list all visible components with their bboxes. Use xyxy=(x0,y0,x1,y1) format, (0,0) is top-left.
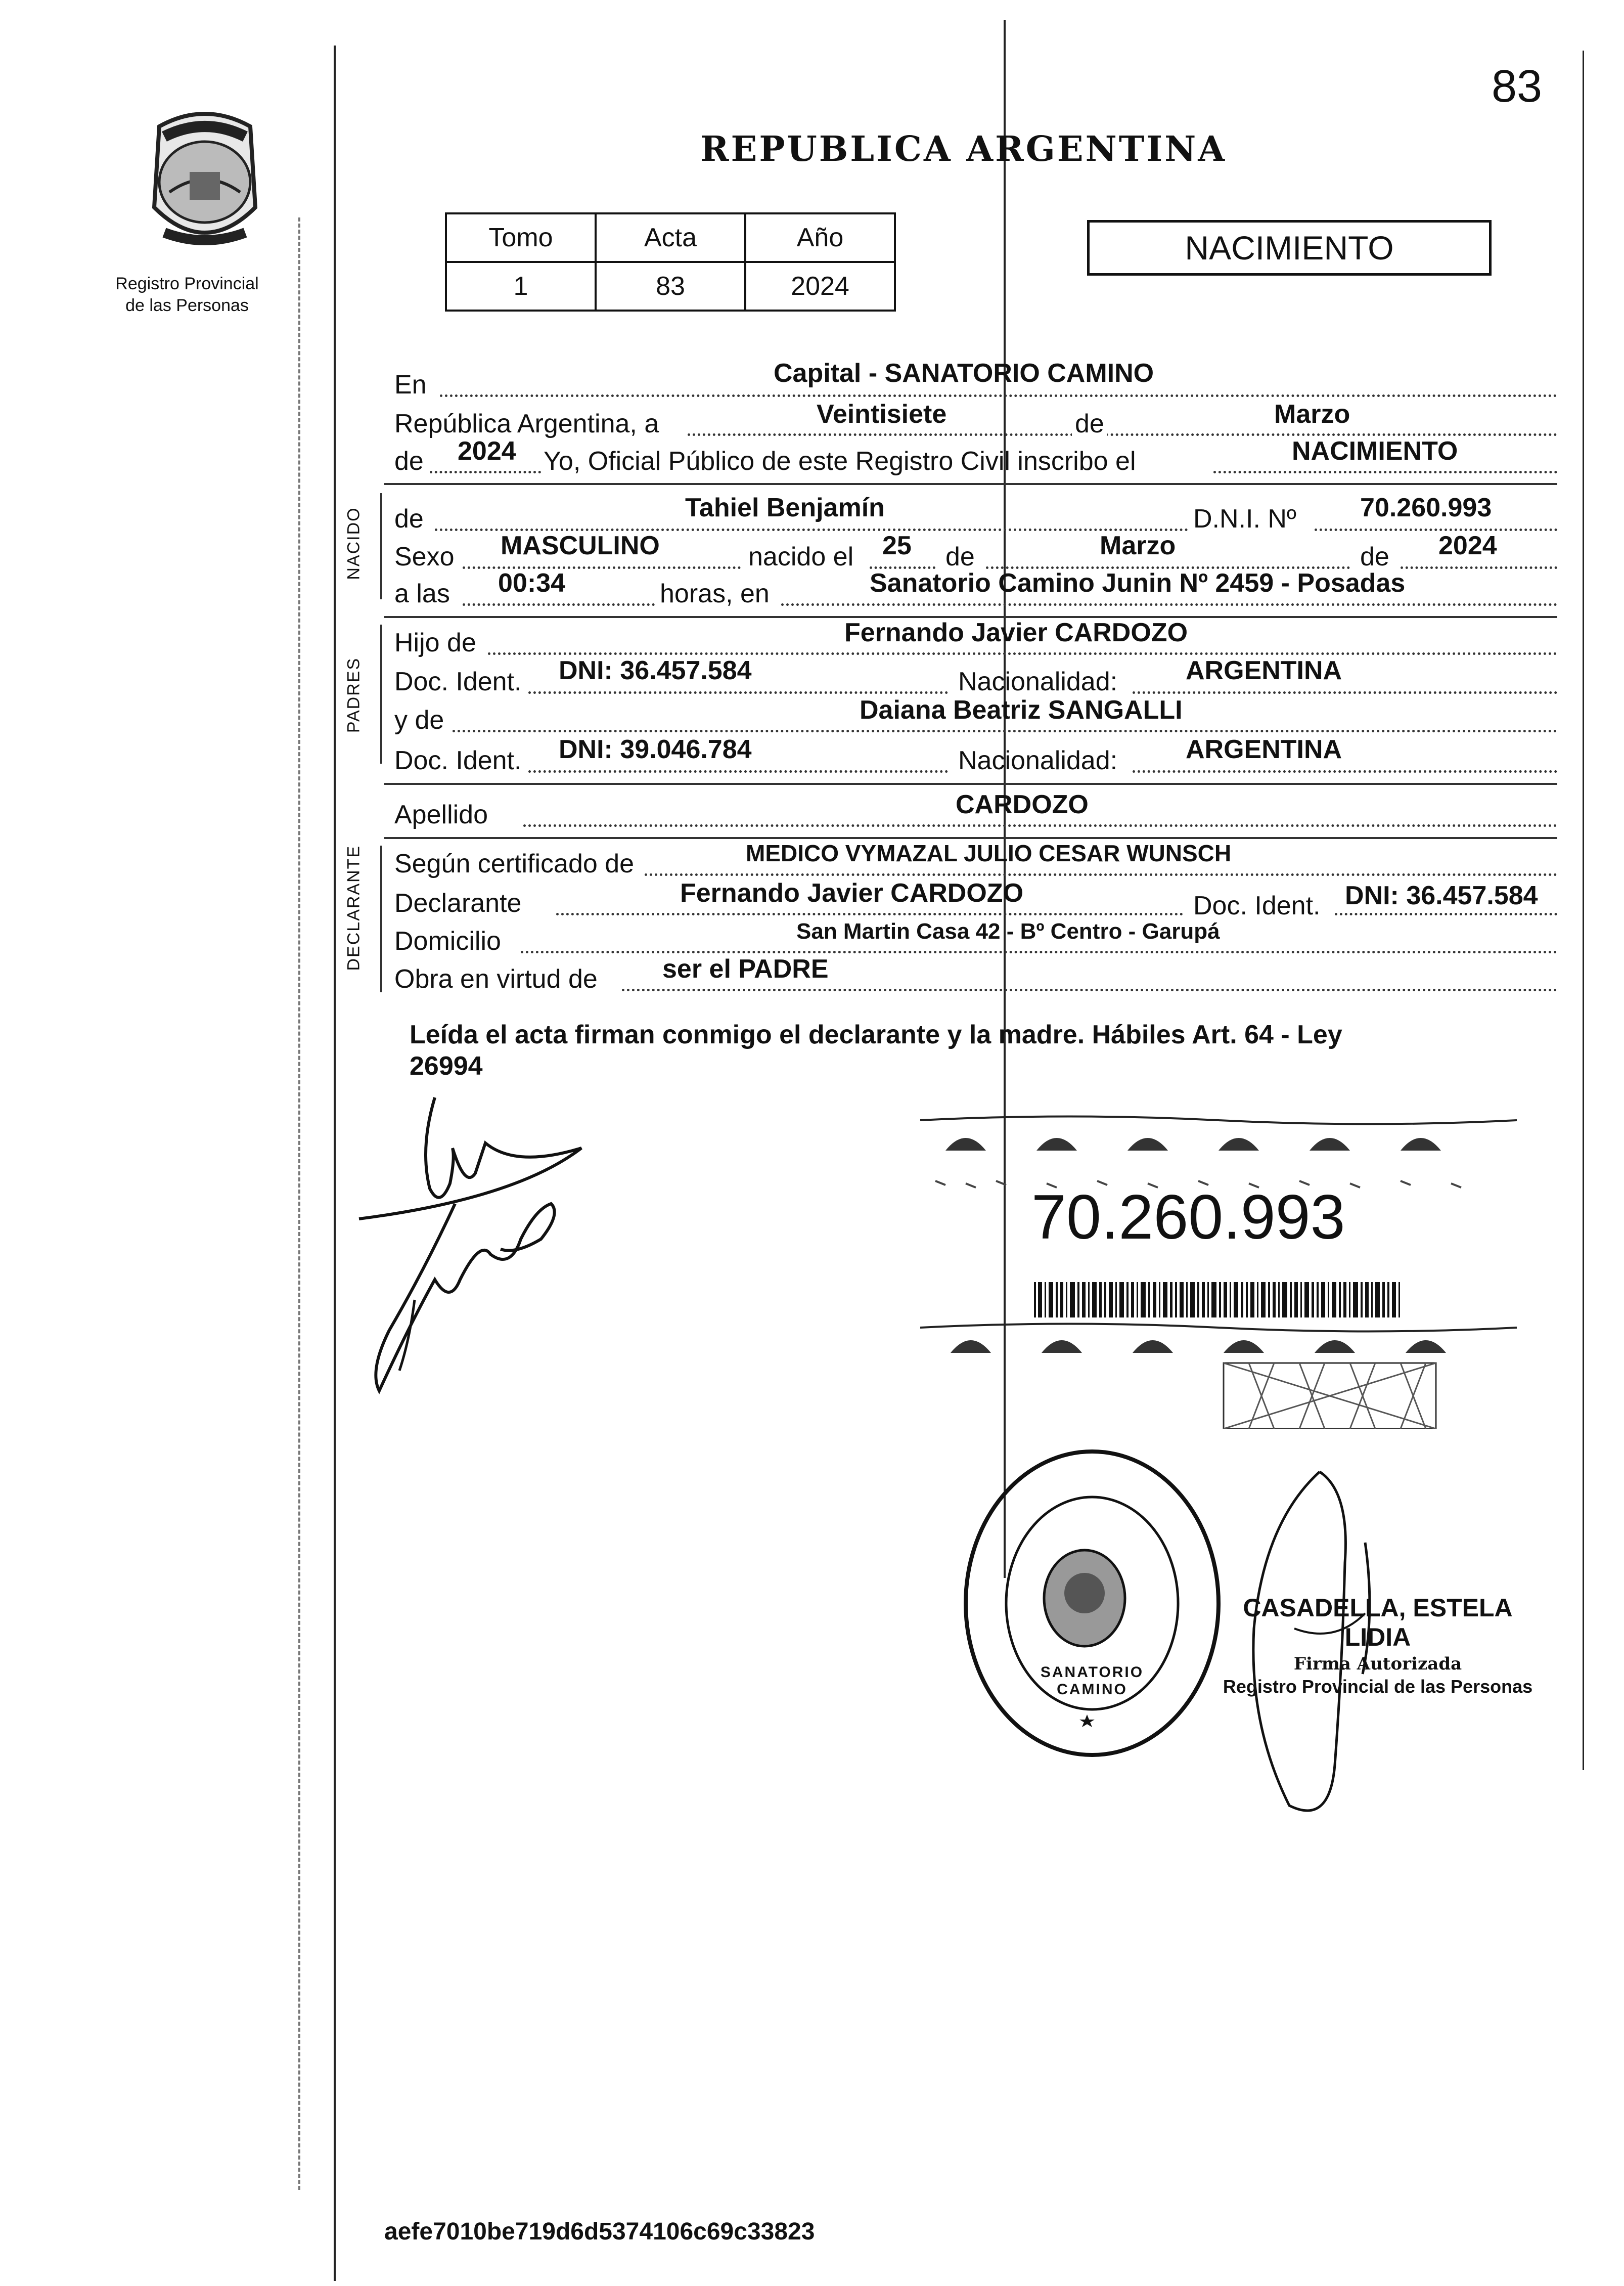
separator-apellido-top xyxy=(384,783,1557,785)
value-surname: CARDOZO xyxy=(956,790,1089,819)
dots-capacity xyxy=(622,989,1557,991)
label-domicilio: Domicilio xyxy=(394,927,501,956)
dots-surname xyxy=(523,824,1557,827)
registry-label xyxy=(81,273,293,316)
dots-certificate xyxy=(645,873,1557,876)
label-declarante: Declarante xyxy=(394,889,522,918)
closing-line1: Leída el acta firman conmigo el declarante y la madre. Hábiles Art. 64 - Ley xyxy=(410,1020,1342,1049)
seal-inner-text: SANATORIO CAMINO xyxy=(1040,1664,1144,1698)
value-birth-time: 00:34 xyxy=(498,568,565,598)
province-logo xyxy=(129,106,281,258)
closing-line2: 26994 xyxy=(410,1051,483,1081)
value-father-dni: DNI: 36.457.584 xyxy=(559,656,752,685)
label-sexo: Sexo xyxy=(394,542,455,572)
label-a-las: a las xyxy=(394,579,450,608)
official-stamp xyxy=(1211,1593,1545,1697)
label-apellido: Apellido xyxy=(394,800,488,829)
dots-father-nationality xyxy=(1133,691,1557,694)
bracket-padres xyxy=(380,625,382,764)
value-father-nationality: ARGENTINA xyxy=(1186,656,1342,685)
separator-declarante-top xyxy=(384,837,1557,839)
label-de4: de xyxy=(945,542,975,572)
label-hijo-de: Hijo de xyxy=(394,628,476,657)
dots-birth-place xyxy=(781,603,1557,606)
table-header-ano: Año xyxy=(745,213,895,262)
dots-declarant-dni xyxy=(1335,913,1557,915)
left-margin-line xyxy=(334,46,336,2281)
label-de1: de xyxy=(1072,411,1107,437)
dots-address xyxy=(521,951,1557,953)
value-birth-place: Sanatorio Camino Junin Nº 2459 - Posadas xyxy=(870,568,1406,598)
value-declarant-name: Fernando Javier CARDOZO xyxy=(680,878,1024,908)
page-number: 83 xyxy=(1492,61,1543,112)
value-day-words: Veintisiete xyxy=(817,400,947,429)
label-segun-cert: Según certificado de xyxy=(394,849,635,878)
dots-child-dni xyxy=(1315,529,1557,531)
label-republica: República Argentina, a xyxy=(394,409,659,438)
value-birth-year: 2024 xyxy=(1438,531,1497,560)
label-dni: D.N.I. Nº xyxy=(1193,504,1296,534)
value-birth-day: 25 xyxy=(882,531,912,560)
dots-father-name xyxy=(488,652,1557,655)
value-year: 2024 xyxy=(458,436,516,466)
sticker-number: 70.260.993 xyxy=(1031,1182,1345,1252)
dots-birth-year xyxy=(1401,566,1557,569)
label-de3: de xyxy=(394,504,424,534)
act-type-label: NACIMIENTO xyxy=(1185,229,1394,267)
table-value-tomo: 1 xyxy=(446,262,596,311)
value-address: San Martin Casa 42 - Bº Centro - Garupá xyxy=(796,919,1220,944)
value-birth-month: Marzo xyxy=(1100,531,1176,560)
label-doc-ident1: Doc. Ident. xyxy=(394,667,522,696)
dots-en xyxy=(440,394,1557,397)
official-office: Registro Provincial de las Personas xyxy=(1223,1676,1533,1697)
dots-year xyxy=(430,471,541,473)
value-declarant-dni: DNI: 36.457.584 xyxy=(1345,881,1538,910)
registry-line1: Registro Provincial xyxy=(115,274,259,293)
right-margin-line xyxy=(1583,51,1584,1770)
declarant-signature xyxy=(349,1087,602,1401)
label-y-de: y de xyxy=(394,706,444,735)
value-place: Capital - SANATORIO CAMINO xyxy=(774,359,1154,388)
act-type-box xyxy=(1087,220,1492,276)
value-mother-dni: DNI: 39.046.784 xyxy=(559,735,752,764)
section-label-declarante: DECLARANTE xyxy=(344,845,364,971)
registry-seal xyxy=(961,1446,1224,1760)
table-value-ano: 2024 xyxy=(745,262,895,311)
dots-birth-time xyxy=(463,603,655,606)
value-child-dni: 70.260.993 xyxy=(1360,493,1492,522)
dots-mother-nationality xyxy=(1133,770,1557,773)
dots-father-dni xyxy=(528,691,948,694)
table-header-tomo: Tomo xyxy=(446,213,596,262)
record-table xyxy=(445,212,896,312)
value-mother-nationality: ARGENTINA xyxy=(1186,735,1342,764)
label-nacionalidad1: Nacionalidad: xyxy=(958,667,1118,696)
value-capacity: ser el PADRE xyxy=(662,954,829,984)
label-en: En xyxy=(394,370,427,400)
label-doc-ident3: Doc. Ident. xyxy=(1193,891,1321,920)
value-month: Marzo xyxy=(1274,400,1350,429)
value-certificate: MEDICO VYMAZAL JULIO CESAR WUNSCH xyxy=(746,840,1232,866)
dots-act-kind xyxy=(1213,471,1557,473)
value-child-name: Tahiel Benjamín xyxy=(685,493,885,522)
label-nacionalidad2: Nacionalidad: xyxy=(958,746,1118,775)
label-horas-en: horas, en xyxy=(660,579,770,608)
table-value-acta: 83 xyxy=(596,262,745,311)
official-name: CASADELLA, ESTELA LIDIA xyxy=(1243,1594,1513,1651)
dashed-margin-line xyxy=(298,217,300,2190)
label-nacido-el: nacido el xyxy=(748,542,854,572)
document-title: REPUBLICA ARGENTINA xyxy=(700,129,1227,169)
dots-mother-dni xyxy=(528,770,948,773)
label-de2: de xyxy=(394,447,424,476)
table-header-acta: Acta xyxy=(596,213,745,262)
official-title: Firma Autorizada xyxy=(1293,1654,1462,1674)
section-label-nacido: NACIDO xyxy=(344,507,364,580)
dots-declarant-name xyxy=(556,913,1183,915)
label-obra: Obra en virtud de xyxy=(394,964,598,994)
label-de5: de xyxy=(1360,542,1389,572)
value-sex: MASCULINO xyxy=(501,531,660,560)
bracket-nacido xyxy=(380,493,382,599)
value-act-kind: NACIMIENTO xyxy=(1292,436,1458,466)
bracket-declarante xyxy=(380,846,382,992)
dots-republica xyxy=(688,433,1557,436)
closing-text xyxy=(410,1019,1342,1082)
section-label-padres: PADRES xyxy=(344,657,364,733)
document-hash: aefe7010be719d6d5374106c69c33823 xyxy=(384,2218,815,2245)
value-father-name: Fernando Javier CARDOZO xyxy=(844,618,1188,647)
registry-line2: de las Personas xyxy=(125,295,249,315)
value-mother-name: Daiana Beatriz SANGALLI xyxy=(860,695,1183,725)
separator-nacido-top xyxy=(384,483,1557,485)
dots-mother-name xyxy=(453,730,1557,732)
label-yo: Yo, Oficial Público de este Registro Civil inscribo el xyxy=(544,447,1136,476)
id-sticker xyxy=(920,1115,1517,1429)
label-doc-ident2: Doc. Ident. xyxy=(394,746,522,775)
